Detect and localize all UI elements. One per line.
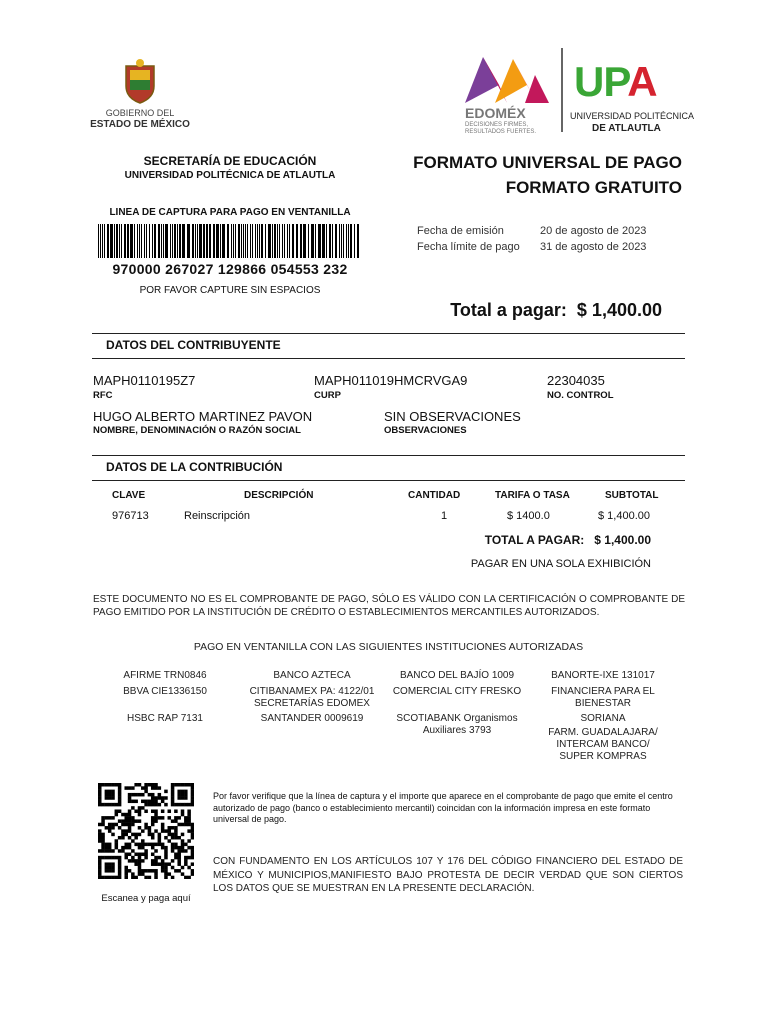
emision-value: 20 de agosto de 2023 <box>540 225 647 237</box>
nombre-value: HUGO ALBERTO MARTINEZ PAVON <box>93 409 313 424</box>
capture-label: LINEA DE CAPTURA PARA PAGO EN VENTANILLA <box>109 207 351 218</box>
barcode-image <box>98 224 362 258</box>
divider <box>92 480 685 481</box>
bank-item: BANORTE-IXE 131017 <box>551 670 655 681</box>
upa-brand-text <box>572 58 574 59</box>
contribuyente-section-title: DATOS DEL CONTRIBUYENTE <box>106 338 281 352</box>
rfc-label: RFC <box>93 390 113 401</box>
bank-item: SORIANA <box>580 713 626 724</box>
contribucion-total-label: TOTAL A PAGAR: <box>484 533 585 547</box>
bank-item: BANCO AZTECA <box>273 670 351 681</box>
form-title-line2: FORMATO GRATUITO <box>505 178 682 197</box>
exhibicion-note: PAGAR EN UNA SOLA EXHIBICIÓN <box>470 558 651 570</box>
header-clave: CLAVE <box>112 490 146 501</box>
bank-item: SCOTIABANK Organismos Auxiliares 3793 <box>396 713 518 736</box>
divider <box>92 333 685 334</box>
header-cantidad: CANTIDAD <box>408 490 461 501</box>
bank-item: FINANCIERA PARA EL BIENESTAR <box>551 686 655 709</box>
divider <box>92 358 685 359</box>
edomex-m-icon <box>465 55 549 103</box>
bank-item: AFIRME TRN0846 <box>123 670 207 681</box>
limite-label: Fecha límite de pago <box>417 241 520 253</box>
bank-item: CITIBANAMEX PA: 4122/01 SECRETARÍAS EDOMEX <box>249 686 375 709</box>
contribucion-total-value: $ 1,400.00 <box>594 533 651 547</box>
obs-value: SIN OBSERVACIONES <box>384 409 521 424</box>
bank-item: COMERCIAL CITY FRESKO <box>392 686 522 697</box>
curp-value: MAPH011019HMCRVGA9 <box>314 373 468 388</box>
upa-line2: DE ATLAUTLA <box>592 123 661 134</box>
limite-value: 31 de agosto de 2023 <box>540 241 647 253</box>
logo-divider <box>561 48 563 132</box>
contribucion-section-title: DATOS DE LA CONTRIBUCIÓN <box>106 460 283 474</box>
upa-line1: UNIVERSIDAD POLITÉCNICA <box>570 111 695 121</box>
row-tarifa: $ 1400.0 <box>507 510 550 522</box>
nombre-label: NOMBRE, DENOMINACIÓN O RAZÓN SOCIAL <box>93 425 301 436</box>
secretaria-title: SECRETARÍA DE EDUCACIÓN <box>143 154 317 168</box>
qr-code-image[interactable] <box>98 783 194 879</box>
contribucion-total <box>485 533 651 547</box>
edomex-slogan1: DECISIONES FIRMES, <box>465 122 529 128</box>
total-block <box>450 300 662 321</box>
control-value: 22304035 <box>547 373 605 388</box>
gov-logo <box>85 58 195 136</box>
divider <box>92 455 685 456</box>
header-subtotal: SUBTOTAL <box>605 490 659 501</box>
row-subtotal: $ 1,400.00 <box>598 510 650 522</box>
coat-of-arms-icon <box>120 58 160 104</box>
edomex-brand: EDOMÉX <box>465 105 526 121</box>
bank-item: HSBC RAP 7131 <box>127 713 203 724</box>
obs-label: OBSERVACIONES <box>384 425 467 436</box>
curp-label: CURP <box>314 390 341 401</box>
total-value: $ 1,400.00 <box>576 300 662 320</box>
gov-line1: GOBIERNO DEL <box>105 108 175 118</box>
bank-item: SANTANDER 0009619 <box>260 713 364 724</box>
header-descripcion: DESCRIPCIÓN <box>244 490 314 501</box>
bank-item: BANCO DEL BAJÍO 1009 <box>399 670 515 681</box>
edomex-logo <box>462 55 552 140</box>
form-title-line1: FORMATO UNIVERSAL DE PAGO <box>413 153 682 172</box>
total-label: Total a pagar: <box>450 300 567 320</box>
row-cantidad: 1 <box>441 510 448 522</box>
row-clave: 976713 <box>112 510 149 522</box>
upa-logo <box>570 58 695 138</box>
bank-item: BBVA CIE1336150 <box>123 686 207 697</box>
verify-text: Por favor verifique que la línea de captura y el importe que aparece en el comprobante de pago que emite el centro autorizado de pago (banco o establecimiento mercantil) coincidan con la información impresa en este formato universal de pago. <box>213 791 673 824</box>
header-tarifa: TARIFA O TASA <box>495 490 570 501</box>
gov-line2: ESTADO DE MÉXICO <box>90 119 190 130</box>
upa-brand: UPA <box>574 58 657 105</box>
universidad-title: UNIVERSIDAD POLITÉCNICA DE ATLAUTLA <box>124 170 336 181</box>
emision-label: Fecha de emisión <box>417 225 504 237</box>
rfc-value: MAPH0110195Z7 <box>93 373 196 388</box>
legal-text: CON FUNDAMENTO EN LOS ARTÍCULOS 107 Y 176 DEL CÓDIGO FINANCIERO DEL ESTADO DE MÉXICO Y MUNICIPIOS,MANIFIESTO BAJO PROTESTA DE DECIR VERDAD QUE SON CIERTOS LOS DATOS QUE SE MUESTRAN EN LA PRESENTE DECLARACIÓN. <box>213 856 683 894</box>
capture-number: 970000 267027 129866 054553 232 <box>112 261 348 277</box>
bank-item: FARM. GUADALAJARA/ INTERCAM BANCO/ SUPER KOMPRAS <box>548 727 658 762</box>
edomex-slogan2: RESULTADOS FUERTES. <box>465 129 537 135</box>
capture-note: POR FAVOR CAPTURE SIN ESPACIOS <box>139 285 321 296</box>
banks-title: PAGO EN VENTANILLA CON LAS SIGUIENTES INSTITUCIONES AUTORIZADAS <box>193 641 584 653</box>
control-label: NO. CONTROL <box>547 390 614 401</box>
row-descripcion: Reinscripción <box>184 510 251 522</box>
disclaimer-text: ESTE DOCUMENTO NO ES EL COMPROBANTE DE PAGO, SÓLO ES VÁLIDO CON LA CERTIFICACIÓN O COMPROBANTE DE PAGO EMITIDO POR LA INSTITUCIÓN DE CRÉDITO O ESTABLECIMIENTOS MERCANTILES AUTORIZADOS. <box>93 594 685 618</box>
qr-caption: Escanea y paga aquí <box>101 893 191 904</box>
